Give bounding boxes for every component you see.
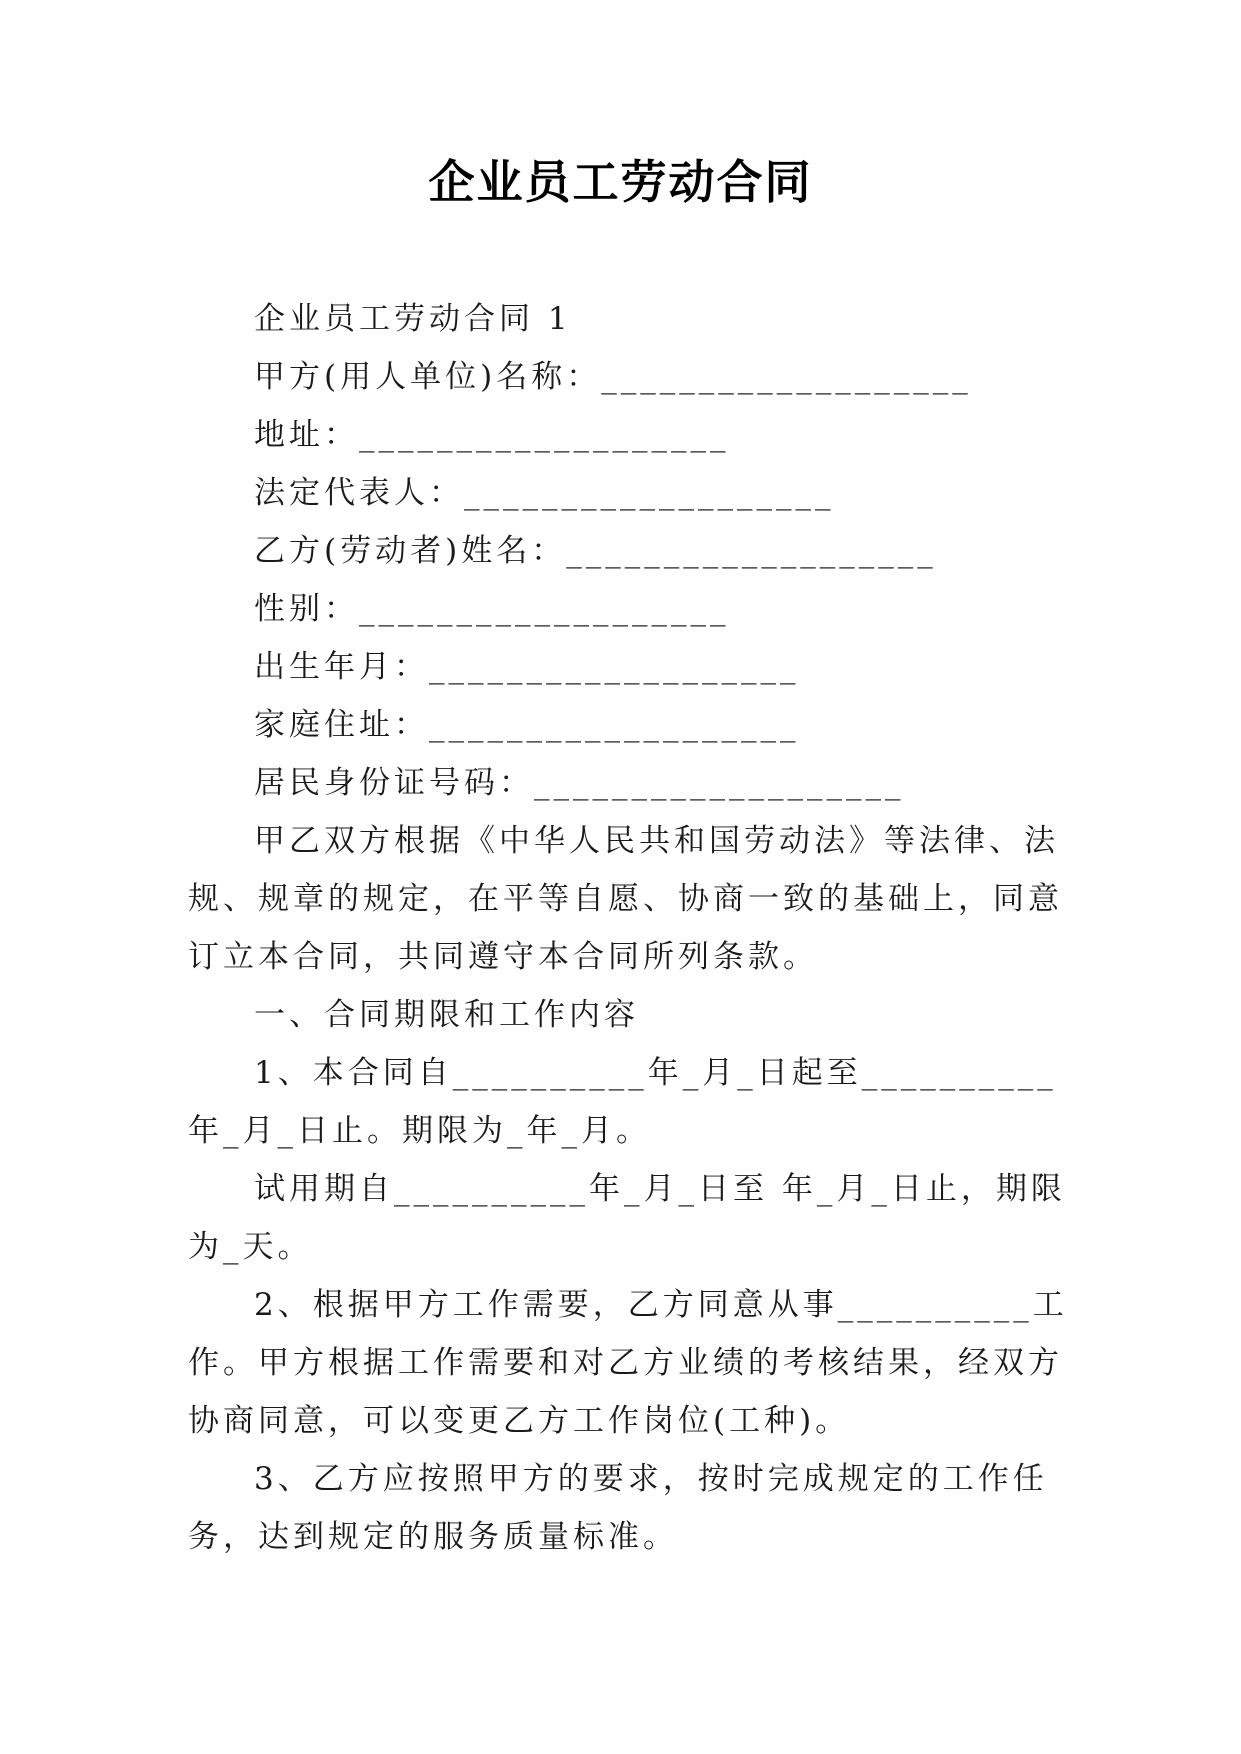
- birth-date-field: 出生年月：___________________: [254, 649, 800, 685]
- probation-paragraph: 试用期自__________年_月_日至 年_月_日止，期限为_天。: [188, 1171, 1066, 1265]
- section-heading: 一、合同期限和工作内容: [254, 997, 639, 1033]
- home-address-field: 家庭住址：___________________: [254, 707, 800, 743]
- contract-subtitle: 企业员工劳动合同 1: [254, 301, 572, 337]
- clause-1-paragraph: 1、本合同自__________年_月_日起至__________年_月_日止。期限为_年_月。: [188, 1055, 1057, 1149]
- address-field: 地址：___________________: [254, 417, 730, 453]
- id-number-field: 居民身份证号码：___________________: [254, 765, 905, 801]
- document-body: [188, 290, 1068, 1566]
- gender-field: 性别：___________________: [254, 591, 730, 627]
- legal-representative-field: 法定代表人：___________________: [254, 475, 835, 511]
- clause-2-paragraph: 2、根据甲方工作需要，乙方同意从事__________工作。甲方根据工作需要和对乙方业绩的考核结果，经双方协商同意，可以变更乙方工作岗位(工种)。: [188, 1287, 1068, 1439]
- clause-3-paragraph: 3、乙方应按照甲方的要求，按时完成规定的工作任务，达到规定的服务质量标准。: [188, 1461, 1048, 1555]
- preamble-paragraph: 甲乙双方根据《中华人民共和国劳动法》等法律、法规、规章的规定，在平等自愿、协商一致的基础上，同意订立本合同，共同遵守本合同所列条款。: [188, 823, 1063, 975]
- party-a-name-field: 甲方(用人单位)名称：___________________: [254, 359, 972, 395]
- party-b-name-field: 乙方(劳动者)姓名：___________________: [254, 533, 937, 569]
- document-title: 企业员工劳动合同: [428, 155, 813, 209]
